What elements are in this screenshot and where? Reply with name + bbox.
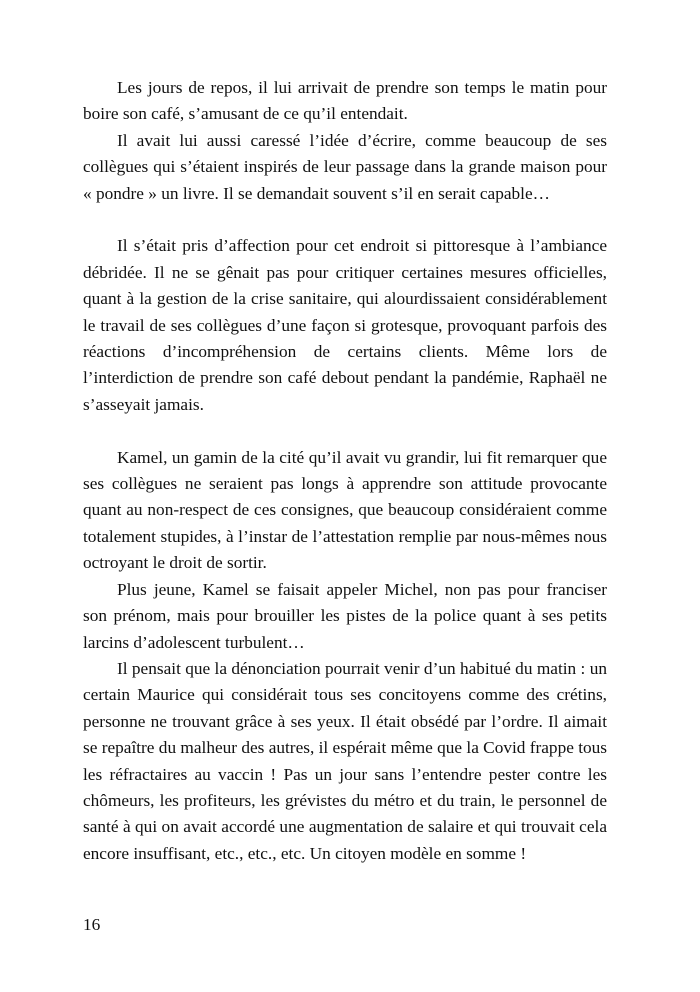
paragraph-3: Il s’était pris d’affection pour cet endroit si pittoresque à l’ambiance débridée. Il ne se gênait pas pour critiquer certaines mesures officielles, quant à la gestion de la crise sanitaire, qui alourdissaient considérablement le travail de ses collègues d’une façon si grotesque, provoquant parfois des réactions d’incompréhension de certains clients. Même lors de l’interdiction de prendre son café debout pendant la pandémie, Raphaël ne s’asseyait jamais. [83, 236, 607, 414]
section-break [83, 207, 607, 233]
page-number: 16 [83, 915, 101, 934]
paragraph-5: Plus jeune, Kamel se faisait appeler Michel, non pas pour franciser son prénom, mais pour brouiller les pistes de la police quant à ses petits larcins d’adolescent turbulent… [83, 579, 607, 652]
paragraph-2: Il avait lui aussi caressé l’idée d’écrire, comme beaucoup de ses collègues qui s’étaient inspirés de leur passage dans la grande maison pour « pondre » un livre. Il se demandait souvent s’il en serait capable… [83, 130, 607, 203]
paragraph-6: Il pensait que la dénonciation pourrait venir d’un habitué du matin : un certain Maurice qui considérait tous ses concitoyens comme des crétins, personne ne trouvant grâce à ses yeux. Il était obsédé par l’ordre. Il aimait se repaître du malheur des autres, il espérait même que la Covid frappe tous les réfractaires au vaccin ! Pas un jour sans l’entendre pester contre les chômeurs, les profiteurs, les grévistes du métro et du train, le personnel de santé à qui on avait accordé une augmentation de salaire et qui trouvait cela encore insuffisant, etc., etc., etc. Un citoyen modèle en somme ! [83, 658, 608, 863]
section-break [83, 418, 607, 444]
paragraph-4: Kamel, un gamin de la cité qu’il avait vu grandir, lui fit remarquer que ses collègues ne seraient pas longs à apprendre son attitude provocante quant au non-respect de ces consignes, que beaucoup considéraient comme totalement stupides, à l’instar de l’attestation remplie par nous-mêmes nous octroyant le droit de sortir. [83, 447, 607, 573]
paragraph-1: Les jours de repos, il lui arrivait de prendre son temps le matin pour boire son café, s’amusant de ce qu’il entendait. [83, 78, 607, 124]
page-body [83, 75, 607, 867]
